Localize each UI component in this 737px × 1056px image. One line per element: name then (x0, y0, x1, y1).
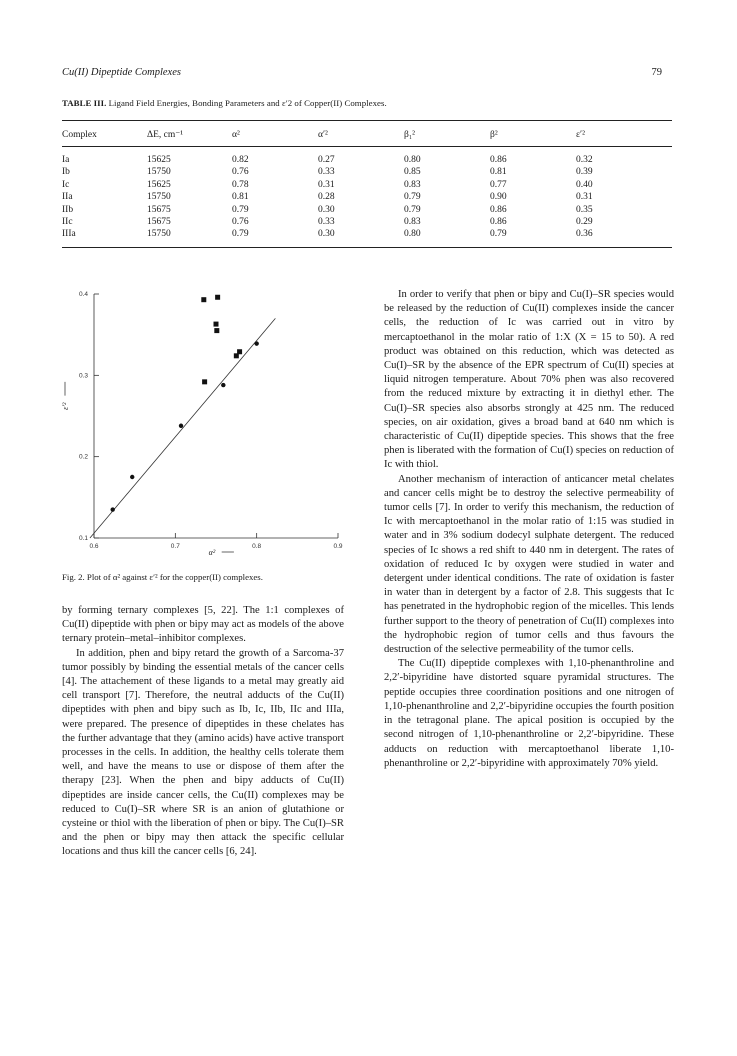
table-cell: 0.33 (318, 217, 335, 228)
x-tick-label: 0.8 (252, 543, 262, 550)
table-row (62, 166, 672, 178)
left-paragraph-2: In addition, phen and bipy retard the growth of a Sarcoma-37 tumor possibly by binding the essential metals of the cancer cells [4]. The attachement of these ligands to a metal may greatly aid cell transport [7]. Therefore, the neutral adducts of the Cu(II) dipeptides with phen and bipy such as Ib, Ic, IIb, IIc and IIIa, were prepared. The presence of dipeptides in these chelates has the further advantage that they (amino acids) have active transport processes in the cells. In addition, the healthy cells tolerate them well, and have the means to use or dispose of them after the therapy [23]. When the phen and bipy adducts of Cu(II) dipeptides are inside cancer cells, the Cu(II) complexes may be reduced to Cu(I)–SR where SR is an anion of glutathione or cysteine or thiol with the liberation of phen or bipy. The Cu(I)–SR and the phen or bipy may then attack the specific cellular locations and thus kill the cancer cells [6, 24]. (62, 647, 344, 858)
table-cell: 0.30 (318, 204, 335, 215)
fit-line (90, 318, 275, 538)
table-cell: 15625 (147, 155, 171, 165)
table-cell: 15750 (147, 167, 171, 178)
data-point-dot (221, 383, 225, 387)
table-cell: 15675 (147, 204, 171, 215)
column-header: α² (232, 121, 318, 147)
table-cell: 0.79 (490, 228, 576, 247)
table-cell: 0.39 (576, 167, 593, 178)
table-cell: 0.40 (576, 179, 593, 190)
table-cell: 15750 (147, 228, 232, 247)
table-cell: Ia (62, 155, 70, 165)
table-cell: 0.80 (404, 228, 490, 247)
table-cell: 0.79 (404, 192, 421, 203)
right-paragraph-1: In order to verify that phen or bipy and Cu(I)–SR species would be released by the reduction of Cu(II) complexes inside the cancer cells, the reduction of Ic was carried out in vitro by mercaptoethanol in the molar ratio of 1:X (X = 15 to 50). A red product was obtained on this reduction, which was detected as Cu(I)–SR by the absence of the EPR spectrum of Cu(II) species at liquid nitrogen temperature. About 70% phen was also recovered from the reduced mixture by extracting it in diethyl ether. The Cu(I)–SR species also absorbs strongly at 425 nm. The reduced species, on air oxidation, gives a broad band at 640 nm which is characteristic of Cu(II) dipeptide species. This shows that the free phen is liberated with the formation of Cu(I) species on reduction of Ic with thiol. (384, 289, 674, 471)
table-cell: 0.86 (490, 155, 507, 165)
table-row (62, 179, 672, 191)
table-cell: 0.30 (318, 228, 404, 247)
y-axis-label: ε′² (61, 402, 70, 410)
column-header: Complex (62, 121, 147, 147)
table-cell: IIIa (62, 228, 147, 247)
table-cell: Ib (62, 167, 70, 178)
table-cell: 0.86 (490, 217, 507, 228)
table-cell: 0.83 (404, 179, 421, 190)
table-cell: 0.79 (404, 204, 421, 215)
page-number: 79 (651, 67, 662, 78)
y-tick-label: 0.2 (78, 453, 88, 461)
table-cell: 0.76 (232, 217, 249, 228)
table-row (62, 147, 672, 167)
figure-caption: Fig. 2. Plot of α² against ε′² for the copper(II) complexes. (62, 572, 263, 582)
table-cell: 0.78 (232, 179, 249, 190)
table-cell: 0.27 (318, 155, 335, 165)
table-cell: 15675 (147, 217, 171, 228)
data-point-square (237, 349, 242, 354)
column-header: ε′² (576, 121, 672, 147)
table-cell: 0.90 (490, 192, 507, 203)
data-point-dot (130, 475, 134, 479)
table-cell: 0.86 (490, 204, 507, 215)
left-paragraph-1: by forming ternary complexes [5, 22]. The 1:1 complexes of Cu(II) dipeptide with phen or bipy may act as models of the above ternary protein–metal–inhibitor complexes. (62, 605, 344, 645)
data-point-dot (111, 507, 115, 511)
x-axis-label: α² (208, 548, 216, 557)
y-tick-label: 0.1 (78, 535, 88, 542)
table-caption-text: Ligand Field Energies, Bonding Parameters and ε′2 of Copper(II) Complexes. (108, 98, 387, 108)
right-text-column (384, 288, 674, 771)
ligand-field-table (62, 120, 672, 248)
table-cell: 0.35 (576, 204, 593, 215)
data-point-dot (179, 424, 183, 428)
table-row (62, 191, 672, 203)
data-point-square (201, 297, 206, 302)
table-row (62, 204, 672, 216)
x-tick-label: 0.6 (89, 543, 99, 550)
table-cell: 0.77 (490, 179, 507, 190)
table-cell: 0.31 (318, 179, 335, 190)
data-point-dot (254, 341, 258, 345)
table-cell: 0.29 (576, 217, 593, 228)
running-title: Cu(II) Dipeptide Complexes (62, 67, 181, 78)
table-cell: 0.85 (404, 167, 421, 178)
left-text-column (62, 604, 344, 860)
table-cell: 0.31 (576, 192, 593, 203)
table-cell: 0.36 (576, 228, 672, 247)
y-tick-label: 0.3 (78, 372, 88, 380)
table-header-row (62, 121, 672, 147)
x-tick-label: 0.7 (170, 543, 180, 550)
data-point-square (214, 322, 219, 327)
table-row (62, 228, 672, 247)
table-cell: 0.79 (232, 204, 249, 215)
column-header: α′² (318, 121, 404, 147)
table-caption-lead: TABLE III. (62, 98, 107, 108)
table-cell: 0.33 (318, 167, 335, 178)
right-paragraph-2: Another mechanism of interaction of anticancer metal chelates and cancer cells might be to destroy the selective permeability of tumor cells [7]. In order to verify this mechanism, the reduction of Ic with mercaptoethanol in the molar ratio of 1:15 was studied in water and in 3% sodium dodecyl sulphate detergent. The reduced species of Ic shows a red shift to 440 nm in detergent. The rates of oxidation of reduced Ic by oxygen were studied in water and detergent under identical conditions. The rate of oxidation is faster in water than in detergent by a factor of 2.8. This suggests that Ic has penetrated in the hydrophobic region of the micelles. This lends further support to the theory of penetration of Cu(II) complexes into the hydrophobic region of tumor cells and thus favours the destruction of the selective permeability of the tumor cells. (384, 473, 674, 656)
table-caption (62, 98, 387, 108)
table-cell: 0.80 (404, 155, 421, 165)
table-cell: 0.79 (232, 228, 318, 247)
right-paragraph-3: The Cu(II) dipeptide complexes with 1,10-phenanthroline and 2,2′-bipyridine have distorted square pyramidal structures. The peptide occupies three coordination positions and one nitrogen of 1,10-phenanthroline and 2,2′-bipyridine occupies the fourth position in the tetragonal plane. The apical position is occupied by the second nitrogen of 1,10-phenanthroline or 2,2′-bipyridine. These adducts on reduction with mercaptoethanol liberate 1,10-phenanthroline or 2,2′-bipyridine with approximately 70% yield. (384, 658, 674, 769)
table-cell: IIb (62, 204, 74, 215)
table-row (62, 216, 672, 228)
table-cell: 0.82 (232, 155, 249, 165)
table-cell: 15750 (147, 192, 171, 203)
table-body (62, 147, 672, 248)
y-tick-label: 0.4 (78, 291, 88, 298)
data-point-square (214, 328, 219, 333)
table-cell: 0.28 (318, 192, 335, 203)
table-cell: 0.81 (490, 167, 507, 178)
x-tick-label: 0.9 (333, 543, 343, 550)
alpha-vs-epsilon-chart (52, 282, 352, 560)
data-point-square (215, 295, 220, 300)
table-cell: Ic (62, 179, 70, 190)
column-header: ΔE, cm⁻¹ (147, 121, 232, 147)
table-cell: 0.76 (232, 167, 249, 178)
column-header: β₁² (404, 121, 490, 147)
table-cell: 0.81 (232, 192, 249, 203)
table-cell: 15625 (147, 179, 171, 190)
data-point-square (202, 379, 207, 384)
column-header: β² (490, 121, 576, 147)
table-cell: 0.83 (404, 217, 421, 228)
table-cell: IIa (62, 192, 73, 203)
table-cell: 0.32 (576, 155, 593, 165)
table-cell: IIc (62, 217, 73, 228)
